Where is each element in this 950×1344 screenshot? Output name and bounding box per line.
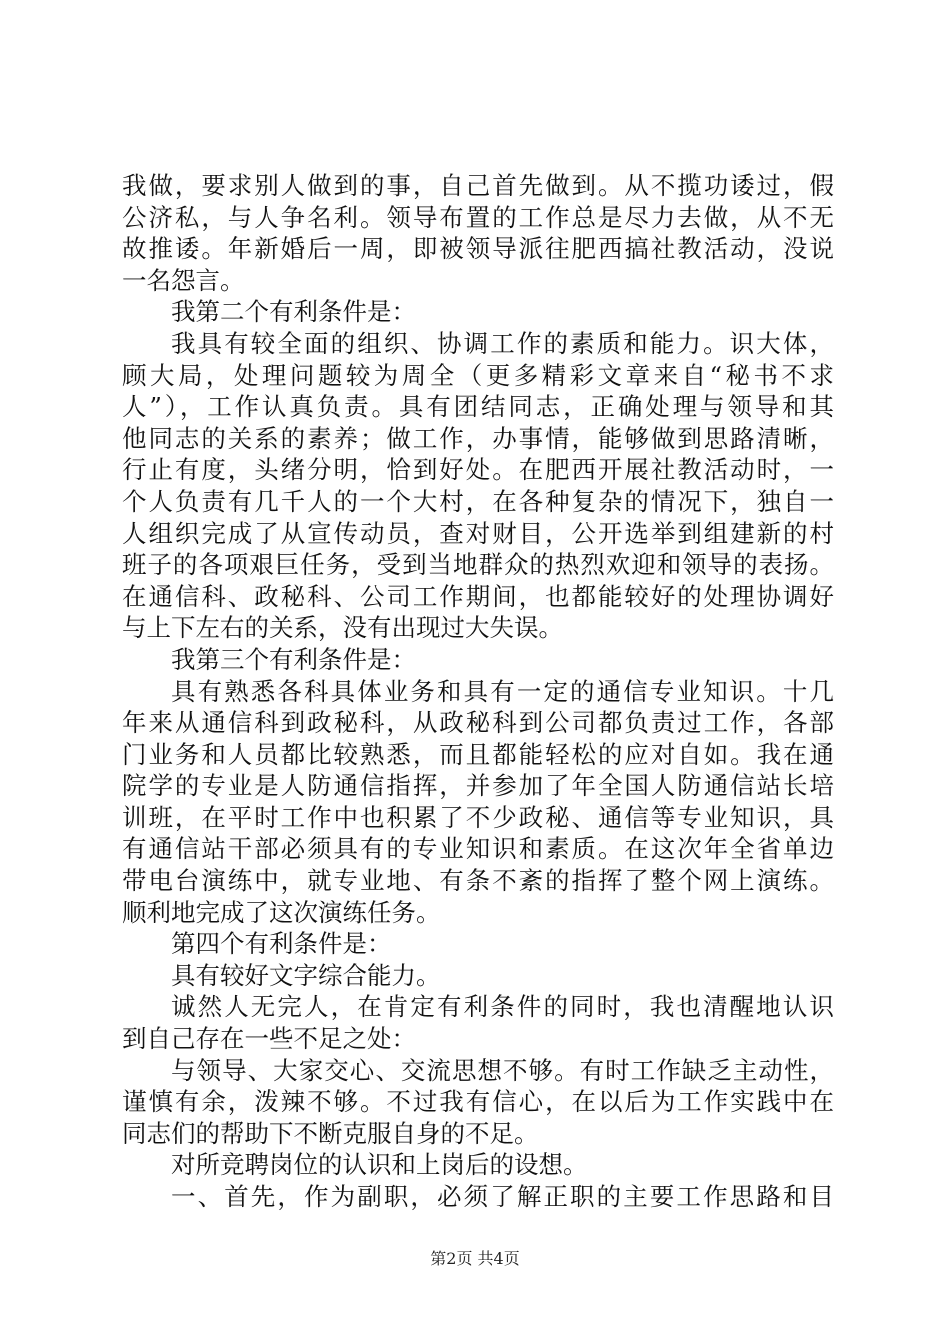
text-line: 第四个有利条件是： bbox=[171, 929, 392, 959]
text-line: 人”），工作认真负责。具有团结同志，正确处理与领导和其 bbox=[122, 392, 834, 422]
document-body bbox=[122, 170, 834, 1213]
text-line: 与领导、大家交心、交流思想不够。有时工作缺乏主动性， bbox=[171, 1055, 834, 1085]
text-line: 对所竞聘岗位的认识和上岗后的设想。 bbox=[171, 1150, 588, 1180]
text-line: 个人负责有几千人的一个大村，在各种复杂的情况下，独自一 bbox=[122, 486, 834, 516]
text-line: 一、首先，作为副职，必须了解正职的主要工作思路和目 bbox=[171, 1182, 834, 1211]
text-line: 诚然人无完人，在肯定有利条件的同时，我也清醒地认识 bbox=[171, 992, 834, 1022]
text-line: 具有熟悉各科具体业务和具有一定的通信专业知识。十几 bbox=[171, 676, 834, 706]
text-line: 班子的各项艰巨任务，受到当地群众的热烈欢迎和领导的表扬。 bbox=[122, 550, 834, 580]
text-line: 带电台演练中，就专业地、有条不紊的指挥了整个网上演练。 bbox=[122, 866, 834, 896]
text-line: 我第二个有利条件是： bbox=[171, 297, 416, 327]
text-line: 到自己存在一些不足之处： bbox=[122, 1024, 416, 1054]
text-line: 谨慎有余，泼辣不够。不过我有信心，在以后为工作实践中在 bbox=[122, 1087, 834, 1117]
text-line: 顺利地完成了这次演练任务。 bbox=[122, 897, 441, 927]
text-line: 训班，在平时工作中也积累了不少政秘、通信等专业知识，具 bbox=[122, 802, 834, 832]
text-line: 行止有度，头绪分明，恰到好处。在肥西开展社教活动时，一 bbox=[122, 455, 834, 485]
text-line: 我具有较全面的组织、协调工作的素质和能力。识大体， bbox=[171, 328, 834, 358]
text-line: 具有较好文字综合能力。 bbox=[171, 960, 441, 990]
text-line: 一名怨言。 bbox=[122, 265, 245, 295]
text-line: 在通信科、政秘科、公司工作期间，也都能较好的处理协调好 bbox=[122, 581, 834, 611]
text-line: 有通信站干部必须具有的专业知识和素质。在这次年全省单边 bbox=[122, 834, 834, 864]
text-line: 门业务和人员都比较熟悉，而且都能轻松的应对自如。我在通 bbox=[122, 739, 834, 769]
page-footer: 第2页 共4页 bbox=[430, 1249, 520, 1268]
text-line: 我第三个有利条件是： bbox=[171, 644, 416, 674]
text-line: 顾大局，处理问题较为周全（更多精彩文章来自“秘书不求 bbox=[122, 360, 834, 390]
text-line: 院学的专业是人防通信指挥，并参加了年全国人防通信站长培 bbox=[122, 771, 834, 801]
text-line: 公济私，与人争名利。领导布置的工作总是尽力去做，从不无 bbox=[122, 202, 834, 232]
text-line: 人组织完成了从宣传动员，查对财目，公开选举到组建新的村 bbox=[122, 518, 834, 548]
text-line: 同志们的帮助下不断克服自身的不足。 bbox=[122, 1118, 539, 1148]
text-line: 我做，要求别人做到的事，自己首先做到。从不揽功诿过，假 bbox=[122, 171, 834, 200]
text-line: 他同志的关系的素养；做工作，办事情，能够做到思路清晰， bbox=[122, 423, 834, 453]
text-line: 与上下左右的关系，没有出现过大失误。 bbox=[122, 613, 563, 643]
text-line: 故推诿。年新婚后一周，即被领导派往肥西搞社教活动，没说 bbox=[122, 234, 834, 264]
text-line: 年来从通信科到政秘科，从政秘科到公司都负责过工作，各部 bbox=[122, 708, 834, 738]
